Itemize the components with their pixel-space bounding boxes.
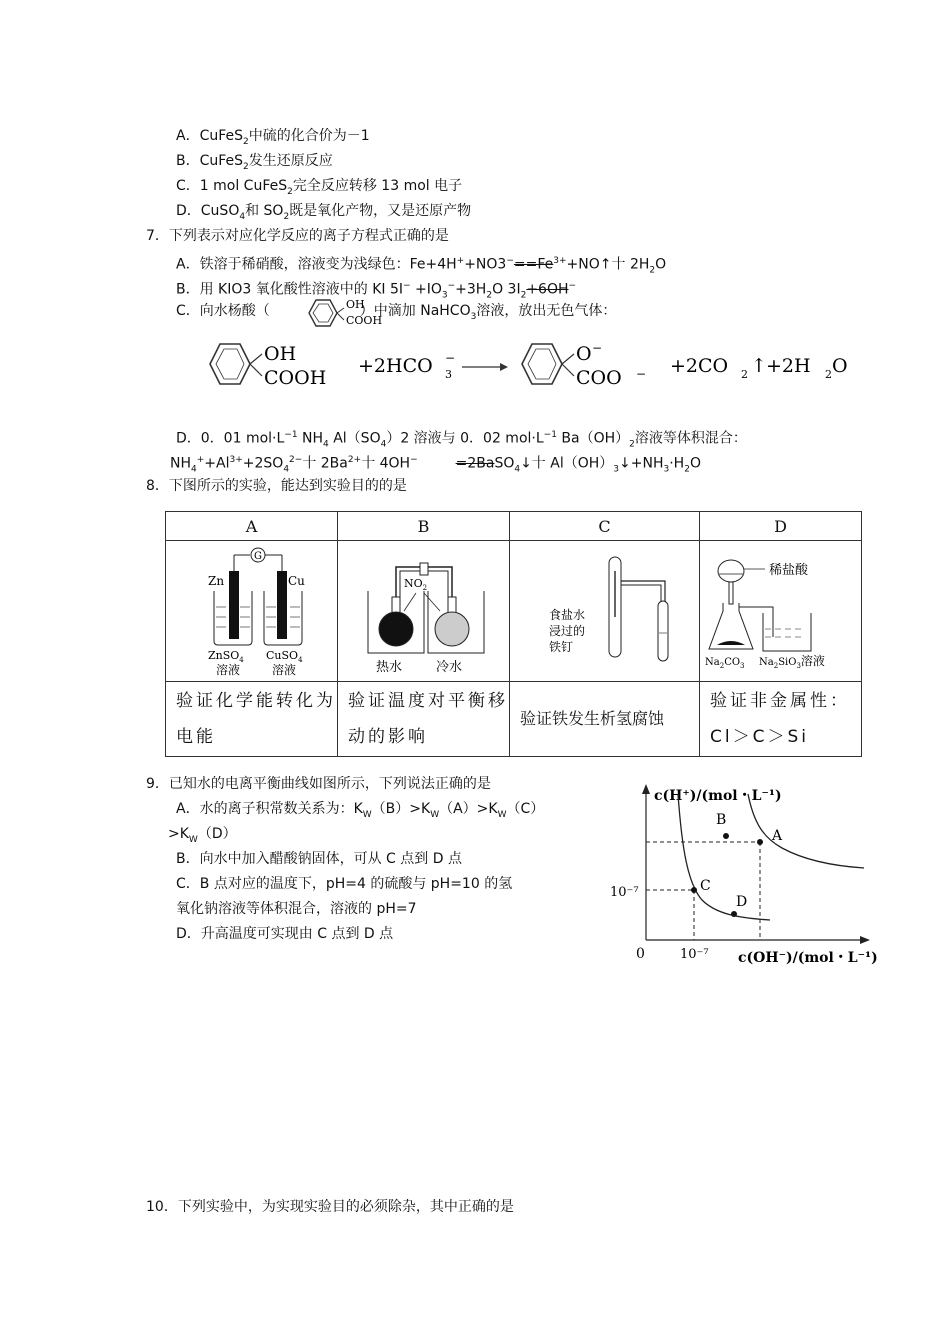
cuso4-label: CuSO$_4$ <box>265 649 303 664</box>
eq-o-label: O <box>576 343 592 365</box>
y-axis-label: c(H⁺)/(mol・L⁻¹) <box>654 788 782 804</box>
solution-label-a2: 溶液 <box>271 663 296 677</box>
salicylic-acid-structure-icon <box>302 294 402 332</box>
figure-a-cell <box>166 541 338 682</box>
q7-option-a: A．铁溶于稀硝酸，溶液变为浅绿色：$Fe+4H^++NO3^-==Fe^{3+}+NO↑$十 $2H_2O$ <box>176 256 667 276</box>
cold-water-label: 冷水 <box>435 660 462 675</box>
caption-d: 验证非金属性：Cl＞C＞Si <box>700 682 862 757</box>
galvanometer-label: G <box>253 551 262 562</box>
point-d <box>731 911 737 917</box>
salicylic-reaction-equation <box>200 336 860 400</box>
cu-electrode <box>277 571 287 639</box>
header-d: D <box>700 512 862 541</box>
cold-flask <box>435 612 469 646</box>
header-c: C <box>510 512 700 541</box>
q9-stem: 9．已知水的电离平衡曲线如图所示，下列说法正确的是 <box>146 776 491 792</box>
q8-experiment-table <box>165 511 862 757</box>
point-a-label: A <box>772 828 783 844</box>
solution-label-a1: 溶液 <box>215 663 240 677</box>
eq-gas-arrow: ↑ <box>751 355 767 377</box>
q7-option-c: C．向水杨酸（ ）中滴加 NaHCO$_3$溶液，放出无色气体： <box>176 303 617 322</box>
eq-h2o-sub: 2 <box>825 368 832 381</box>
eq-o-sup: − <box>592 341 603 355</box>
q9-option-b: B．向水中加入醋酸钠固体，可从 C 点到 D 点 <box>176 851 462 867</box>
caption-b: 验证温度对平衡移动的影响 <box>338 682 510 757</box>
caption-a: 验证化学能转化为电能 <box>166 682 338 757</box>
origin-label: 0 <box>636 946 645 962</box>
q7-option-d-line2: $NH_4^++Al^{3+}+2SO_4^{2-}$十 $2Ba^{2+}$十 4OH− =2BaSO$_4$↓十 $Al(OH)_3↓+NH_3\cdot H_2O$ <box>170 455 701 475</box>
iron-nail-label: 铁钉 <box>548 640 573 654</box>
figure-d-cell <box>700 541 862 682</box>
point-a <box>757 839 763 845</box>
eq-hco3-sup: − <box>445 351 456 365</box>
point-c <box>691 887 697 893</box>
water-ionization-graph <box>608 780 888 970</box>
no2-label: $NO_2$ <box>403 577 427 592</box>
q6-option-a: A．CuFeS$_2$中硫的化合价为－1 <box>176 128 370 147</box>
q8-stem: 8．下图所示的实验，能达到实验目的的是 <box>146 478 407 494</box>
header-a: A <box>166 512 338 541</box>
zn-electrode <box>229 571 239 639</box>
point-b <box>723 833 729 839</box>
nonmetal-reactivity-figure <box>703 541 859 677</box>
x-axis-label: c(OH⁻)/(mol・L⁻¹) <box>738 950 878 966</box>
eq-coo-label: COO <box>576 367 622 389</box>
hot-flask <box>379 612 413 646</box>
eq-hco3-sub: 3 <box>445 368 452 381</box>
hot-water-label: 热水 <box>375 660 402 675</box>
q6-option-c: C．1 mol CuFeS$_2$完全反应转移 13 mol 电子 <box>176 178 463 197</box>
figure-b-cell <box>338 541 510 682</box>
eq-oh-label: OH <box>264 343 297 365</box>
hydrochloric-acid-label: 稀盐酸 <box>768 563 808 578</box>
caption-c: 验证铁发生析氢腐蚀 <box>510 682 700 757</box>
q9-option-a-line2: $>K_W(D)$ <box>168 826 237 845</box>
figure-c-cell <box>510 541 700 682</box>
galvanic-cell-figure <box>172 541 332 677</box>
na2sio3-label: $Na_2SiO_3$溶液 <box>758 654 825 670</box>
point-c-label: C <box>700 878 711 894</box>
eq-h2o-end: O <box>832 355 848 377</box>
q6-option-b: B．CuFeS$_2$发生还原反应 <box>176 153 333 172</box>
eq-h2o-label: +2H <box>766 355 811 377</box>
eq-cooh-label: COOH <box>264 367 327 389</box>
eq-co2-label: +2CO <box>670 355 729 377</box>
zn-label: Zn <box>207 574 224 588</box>
salt-water-label: 食盐水 <box>548 608 585 622</box>
q7-stem: 7．下列表示对应化学反应的离子方程式正确的是 <box>146 228 449 244</box>
q7-option-d-line1: D．0．01 $mol\cdot L^{-1}$ $NH_4$ $Al(SO_4)2$ 溶液与 0．02 $mol\cdot L^{-1}$ $Ba(OH)_2$溶液等体积混合： <box>176 430 747 450</box>
q7-option-b: B．用 KIO3 氧化酸性溶液中的 KI $5I^- +IO_3^-+3H_2O$ $3I_2+6OH^-$ <box>176 281 577 301</box>
q6-option-d: D．CuSO$_4$和 $SO_2$既是氧化产物，又是还原产物 <box>176 203 472 222</box>
header-b: B <box>338 512 510 541</box>
eq-hco3-label: +2HCO <box>358 355 433 377</box>
salicylic-oh-label: OH <box>346 298 365 311</box>
isotherm-high <box>748 794 864 868</box>
q9-option-c-line2: 氧化钠溶液等体积混合，溶液的 pH=7 <box>176 901 417 917</box>
point-b-label: B <box>716 812 727 828</box>
salicylic-cooh-label: COOH <box>346 314 383 327</box>
no2-equilibrium-figure <box>344 541 504 677</box>
point-d-label: D <box>736 894 748 910</box>
y-tick-label: 10⁻⁷ <box>610 885 639 900</box>
x-tick-label: 10⁻⁷ <box>680 947 709 962</box>
iron-corrosion-figure <box>515 541 695 677</box>
eq-co2-sub: 2 <box>741 368 748 381</box>
cu-label: Cu <box>287 574 305 588</box>
q10-stem: 10．下列实验中，为实现实验目的必须除杂，其中正确的是 <box>146 1199 514 1215</box>
na2co3-label: $Na_2CO_3$ <box>704 657 745 670</box>
q9-option-c-line1: C．B 点对应的温度下，pH=4 的硫酸与 pH=10 的氢 <box>176 876 513 892</box>
q9-option-a-line1: A．水的离子积常数关系为：$K_W(B)>K_W(A)>K_W(C)$ <box>176 801 545 820</box>
eq-coo-sup: − <box>636 367 647 381</box>
q9-option-d: D．升高温度可实现由 C 点到 D 点 <box>176 926 394 942</box>
znso4-label: ZnSO$_4$ <box>207 649 244 664</box>
soaked-label: 浸过的 <box>548 624 585 638</box>
